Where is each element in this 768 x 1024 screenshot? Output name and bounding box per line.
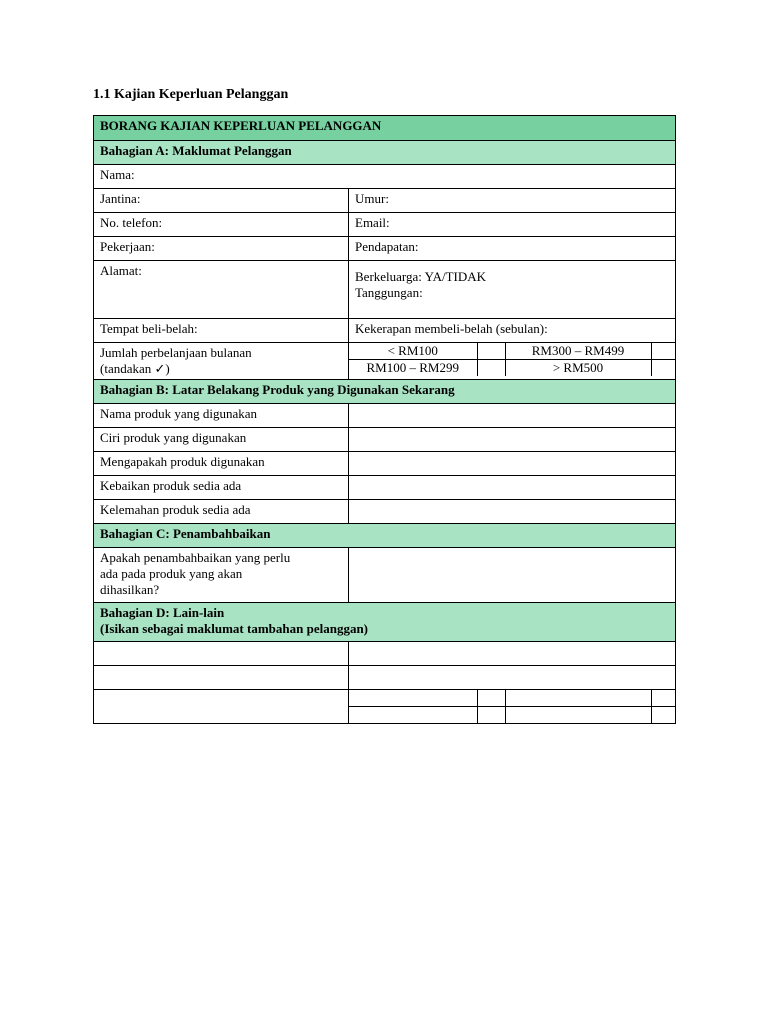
jumlah-label-line1: Jumlah perbelanjaan bulanan [100,345,252,360]
option-label: RM100 – RM299 [349,360,477,377]
tanggungan-label: Tanggungan: [355,285,423,300]
extra-grid-cell[interactable] [651,707,676,724]
extra-info-cell[interactable] [349,666,676,690]
option-checkbox[interactable] [477,343,505,360]
product-row-answer[interactable] [349,428,676,452]
section-c-title: Bahagian C: Penambahbaikan [94,524,676,548]
tempat-field[interactable]: Tempat beli-belah: [94,319,349,343]
extra-grid-cell[interactable] [505,690,651,707]
option-label: < RM100 [349,343,477,360]
spending-options [349,343,676,380]
product-row-label: Kebaikan produk sedia ada [94,476,349,500]
extra-info-grid [349,690,676,723]
pekerjaan-field[interactable]: Pekerjaan: [94,237,349,261]
extra-info-grid-cell [349,690,676,724]
extra-info-cell[interactable] [94,690,349,724]
family-field[interactable] [349,261,676,319]
umur-field[interactable]: Umur: [349,189,676,213]
telefon-field[interactable]: No. telefon: [94,213,349,237]
pendapatan-field[interactable]: Pendapatan: [349,237,676,261]
section-a-title: Bahagian A: Maklumat Pelanggan [94,141,676,165]
option-label: RM300 – RM499 [505,343,651,360]
nama-field[interactable]: Nama: [94,165,676,189]
spending-options-grid [349,343,676,376]
section-d-title [94,603,676,642]
customer-survey-form [93,115,676,724]
extra-info-cell[interactable] [94,666,349,690]
improvement-answer[interactable] [349,548,676,603]
product-row-answer[interactable] [349,452,676,476]
berkeluarga-label: Berkeluarga: YA/TIDAK [355,269,487,284]
improvement-question-line3: dihasilkan? [100,582,160,597]
alamat-field[interactable]: Alamat: [94,261,349,319]
jantina-field[interactable]: Jantina: [94,189,349,213]
jumlah-label-line2: (tandakan ✓) [100,361,170,376]
extra-info-cell[interactable] [349,642,676,666]
product-row-label: Kelemahan produk sedia ada [94,500,349,524]
option-checkbox[interactable] [651,343,676,360]
jumlah-label [94,343,349,380]
kekerapan-field[interactable]: Kekerapan membeli-belah (sebulan): [349,319,676,343]
option-checkbox[interactable] [477,360,505,377]
product-row-answer[interactable] [349,476,676,500]
product-row-answer[interactable] [349,500,676,524]
extra-grid-cell[interactable] [477,707,505,724]
improvement-question [94,548,349,603]
section-b-title: Bahagian B: Latar Belakang Produk yang Digunakan Sekarang [94,380,676,404]
extra-grid-cell[interactable] [349,690,477,707]
product-row-label: Mengapakah produk digunakan [94,452,349,476]
improvement-question-line1: Apakah penambahbaikan yang perlu [100,550,291,565]
page-heading: 1.1 Kajian Keperluan Pelanggan [93,87,289,102]
extra-grid-cell[interactable] [477,690,505,707]
section-d-title-line2: (Isikan sebagai maklumat tambahan pelanggan) [100,621,368,636]
product-row-label: Ciri produk yang digunakan [94,428,349,452]
product-row-label: Nama produk yang digunakan [94,404,349,428]
extra-grid-cell[interactable] [651,690,676,707]
improvement-question-line2: ada pada produk yang akan [100,566,243,581]
form-title: BORANG KAJIAN KEPERLUAN PELANGGAN [94,116,676,141]
extra-grid-cell[interactable] [349,707,477,724]
option-checkbox[interactable] [651,360,676,377]
option-label: > RM500 [505,360,651,377]
section-d-title-line1: Bahagian D: Lain-lain [100,605,225,620]
product-row-answer[interactable] [349,404,676,428]
extra-info-cell[interactable] [94,642,349,666]
extra-grid-cell[interactable] [505,707,651,724]
email-field[interactable]: Email: [349,213,676,237]
